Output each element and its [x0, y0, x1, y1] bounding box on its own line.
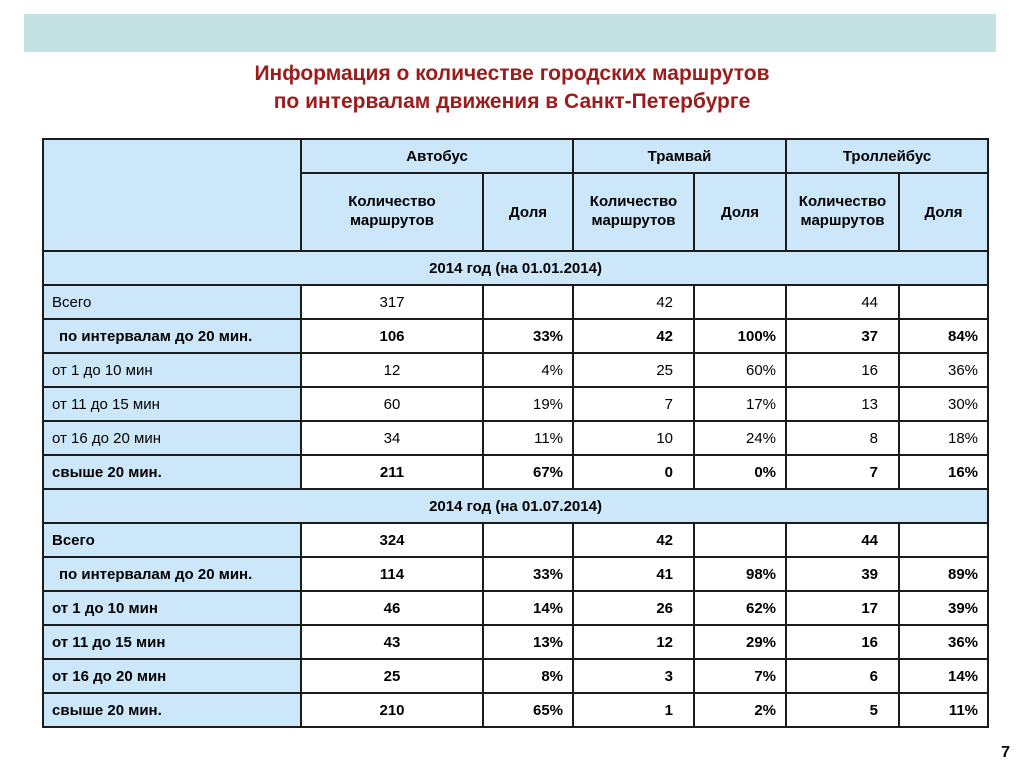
value-cell: 34 — [301, 421, 483, 455]
value-cell: 100% — [694, 319, 786, 353]
value-cell: 317 — [301, 285, 483, 319]
section-header: 2014 год (на 01.07.2014) — [43, 489, 988, 523]
value-cell: 42 — [573, 523, 694, 557]
header-bus-qty-label: Количество маршрутов — [348, 193, 436, 229]
row-label: от 16 до 20 мин — [43, 659, 301, 693]
row-label: по интервалам до 20 мин. — [43, 319, 301, 353]
value-cell: 17 — [786, 591, 899, 625]
value-cell: 7 — [786, 455, 899, 489]
page-number: 7 — [1001, 744, 1010, 761]
value-cell: 25 — [573, 353, 694, 387]
header-trolleybus-qty — [786, 173, 899, 251]
value-cell: 33% — [483, 557, 573, 591]
value-cell: 16 — [786, 353, 899, 387]
value-cell — [899, 285, 988, 319]
value-cell: 4% — [483, 353, 573, 387]
value-cell: 13% — [483, 625, 573, 659]
header-bus-share: Доля — [483, 173, 573, 251]
table-row — [43, 659, 988, 693]
value-cell: 25 — [301, 659, 483, 693]
page-title-line2: по интервалам движения в Санкт-Петербурге — [273, 90, 751, 114]
value-cell: 42 — [573, 319, 694, 353]
value-cell: 18% — [899, 421, 988, 455]
table-row — [43, 319, 988, 353]
value-cell: 39 — [786, 557, 899, 591]
value-cell: 211 — [301, 455, 483, 489]
table-row — [43, 625, 988, 659]
value-cell: 43 — [301, 625, 483, 659]
value-cell: 16 — [786, 625, 899, 659]
section-header-row — [43, 489, 988, 523]
table-row — [43, 455, 988, 489]
section-header: 2014 год (на 01.01.2014) — [43, 251, 988, 285]
row-label: от 11 до 15 мин — [43, 625, 301, 659]
top-banner — [24, 14, 996, 52]
value-cell: 44 — [786, 285, 899, 319]
corner-cell — [43, 139, 301, 251]
value-cell — [899, 523, 988, 557]
value-cell — [694, 523, 786, 557]
value-cell: 62% — [694, 591, 786, 625]
page-title — [0, 60, 1024, 117]
row-label: свыше 20 мин. — [43, 693, 301, 727]
value-cell — [483, 523, 573, 557]
value-cell: 98% — [694, 557, 786, 591]
value-cell: 11% — [483, 421, 573, 455]
value-cell: 5 — [786, 693, 899, 727]
value-cell: 42 — [573, 285, 694, 319]
value-cell: 7 — [573, 387, 694, 421]
vehicle-header-row — [43, 139, 988, 173]
value-cell — [694, 285, 786, 319]
value-cell: 41 — [573, 557, 694, 591]
table-row — [43, 557, 988, 591]
column-group-tram: Трамвай — [573, 139, 786, 173]
header-tram-qty-label: Количество маршрутов — [589, 193, 678, 229]
header-trolleybus-share: Доля — [899, 173, 988, 251]
header-tram-qty — [573, 173, 694, 251]
value-cell: 324 — [301, 523, 483, 557]
table-row — [43, 523, 988, 557]
value-cell: 44 — [786, 523, 899, 557]
value-cell: 19% — [483, 387, 573, 421]
table-row — [43, 387, 988, 421]
value-cell: 60% — [694, 353, 786, 387]
table-row — [43, 421, 988, 455]
row-label: Всего — [43, 523, 301, 557]
value-cell: 60 — [301, 387, 483, 421]
row-label: по интервалам до 20 мин. — [43, 557, 301, 591]
value-cell: 37 — [786, 319, 899, 353]
value-cell: 84% — [899, 319, 988, 353]
value-cell: 16% — [899, 455, 988, 489]
value-cell: 12 — [573, 625, 694, 659]
value-cell: 36% — [899, 625, 988, 659]
value-cell: 30% — [899, 387, 988, 421]
table-row — [43, 353, 988, 387]
value-cell — [483, 285, 573, 319]
table-row — [43, 591, 988, 625]
value-cell: 8 — [786, 421, 899, 455]
value-cell: 2% — [694, 693, 786, 727]
value-cell: 39% — [899, 591, 988, 625]
section-header-row — [43, 251, 988, 285]
value-cell: 36% — [899, 353, 988, 387]
value-cell: 89% — [899, 557, 988, 591]
value-cell: 11% — [899, 693, 988, 727]
table-row — [43, 693, 988, 727]
value-cell: 13 — [786, 387, 899, 421]
value-cell: 8% — [483, 659, 573, 693]
value-cell: 0% — [694, 455, 786, 489]
row-label: от 16 до 20 мин — [43, 421, 301, 455]
value-cell: 65% — [483, 693, 573, 727]
header-tram-share: Доля — [694, 173, 786, 251]
row-label: от 1 до 10 мин — [43, 591, 301, 625]
column-group-trolleybus: Троллейбус — [786, 139, 988, 173]
value-cell: 33% — [483, 319, 573, 353]
row-label: Всего — [43, 285, 301, 319]
value-cell: 24% — [694, 421, 786, 455]
header-bus-qty — [301, 173, 483, 251]
value-cell: 67% — [483, 455, 573, 489]
row-label: свыше 20 мин. — [43, 455, 301, 489]
value-cell: 6 — [786, 659, 899, 693]
value-cell: 210 — [301, 693, 483, 727]
row-label: от 11 до 15 мин — [43, 387, 301, 421]
value-cell: 10 — [573, 421, 694, 455]
value-cell: 106 — [301, 319, 483, 353]
value-cell: 14% — [899, 659, 988, 693]
value-cell: 26 — [573, 591, 694, 625]
value-cell: 3 — [573, 659, 694, 693]
column-group-bus: Автобус — [301, 139, 573, 173]
page-title-line1: Информация о количестве городских маршрутов — [254, 62, 770, 85]
value-cell: 114 — [301, 557, 483, 591]
value-cell: 12 — [301, 353, 483, 387]
value-cell: 17% — [694, 387, 786, 421]
table-row — [43, 285, 988, 319]
row-label: от 1 до 10 мин — [43, 353, 301, 387]
value-cell: 14% — [483, 591, 573, 625]
value-cell: 0 — [573, 455, 694, 489]
value-cell: 29% — [694, 625, 786, 659]
header-trolleybus-qty-label: Количество маршрутов — [798, 193, 887, 229]
routes-table — [42, 138, 989, 728]
value-cell: 7% — [694, 659, 786, 693]
value-cell: 46 — [301, 591, 483, 625]
value-cell: 1 — [573, 693, 694, 727]
